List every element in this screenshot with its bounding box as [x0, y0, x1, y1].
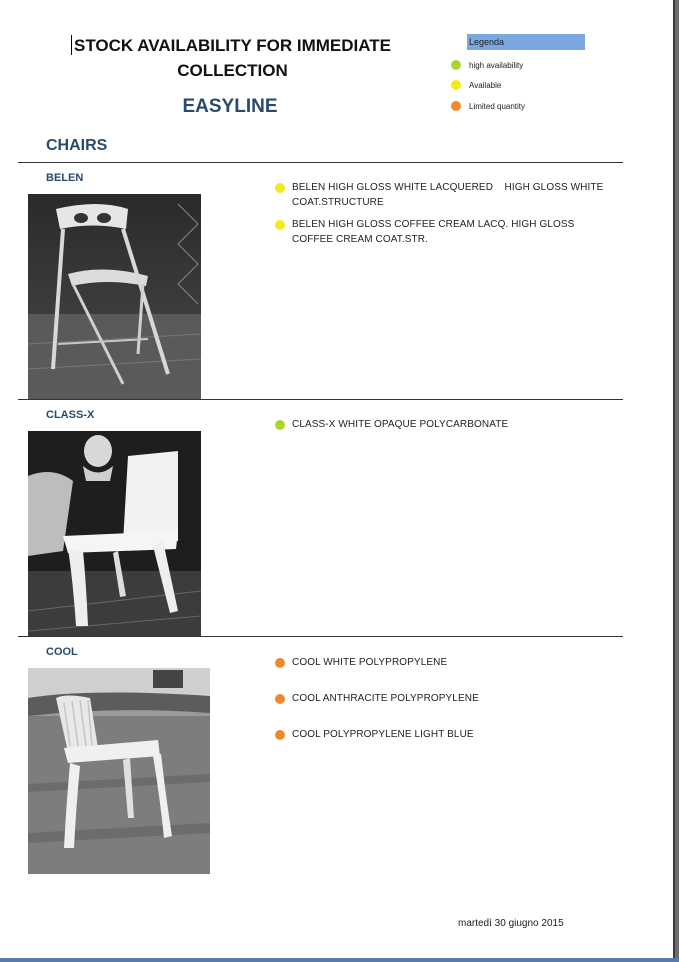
legend-dot-icon: [451, 80, 461, 90]
stock-item: [275, 655, 615, 670]
stock-item: [275, 417, 615, 432]
product-name: CLASS-X: [46, 409, 95, 421]
brand-title: EASYLINE: [182, 96, 278, 117]
product-divider: [18, 636, 623, 637]
legend-header: Legenda: [467, 34, 585, 50]
stock-item: [275, 691, 615, 706]
availability-dot-icon: [275, 183, 285, 193]
product-photo-belen: [28, 194, 201, 399]
product-name: BELEN: [46, 172, 84, 184]
stock-item-text: CLASS-X WHITE OPAQUE POLYCARBONATE: [292, 419, 509, 430]
stock-item-text: COOL WHITE POLYPROPYLENE: [292, 657, 448, 668]
stock-item-text: COOL POLYPROPYLENE LIGHT BLUE: [292, 729, 474, 740]
section-title: CHAIRS: [46, 137, 108, 154]
page-title: STOCK AVAILABILITY FOR IMMEDIATE COLLECTION: [73, 36, 391, 80]
product-divider: [18, 399, 623, 400]
footer-date: martedì 30 giugno 2015: [458, 918, 564, 929]
stock-item-text: COOL ANTHRACITE POLYPROPYLENE: [292, 693, 479, 704]
availability-dot-icon: [275, 730, 285, 740]
stock-item: [275, 180, 615, 210]
section-divider: [18, 162, 623, 163]
availability-dot-icon: [275, 694, 285, 704]
legend-label: Available: [469, 80, 502, 90]
legend-dot-icon: [451, 60, 461, 70]
stock-item-text: BELEN HIGH GLOSS WHITE LACQUERED HIGH GLOSS WHITE COAT.STRUCTURE: [292, 182, 607, 208]
product-photo-class-x: [28, 431, 201, 637]
stock-item: [275, 217, 615, 247]
window-bottom-edge: [0, 958, 679, 962]
legend-label: Limited quantity: [469, 101, 526, 111]
legend-entry-limited: [451, 100, 525, 112]
availability-dot-icon: [275, 420, 285, 430]
legend-dot-icon: [451, 101, 461, 111]
legend-entry-available: [451, 79, 501, 91]
stock-item: [275, 727, 615, 742]
product-photo-cool: [28, 668, 210, 874]
stock-item-text: BELEN HIGH GLOSS COFFEE CREAM LACQ. HIGH GLOSS COFFEE CREAM COAT.STR.: [292, 219, 575, 245]
availability-dot-icon: [275, 658, 285, 668]
product-name: COOL: [46, 646, 78, 658]
legend-entry-high: [451, 59, 523, 71]
legend-label: high availability: [469, 60, 524, 70]
availability-dot-icon: [275, 220, 285, 230]
